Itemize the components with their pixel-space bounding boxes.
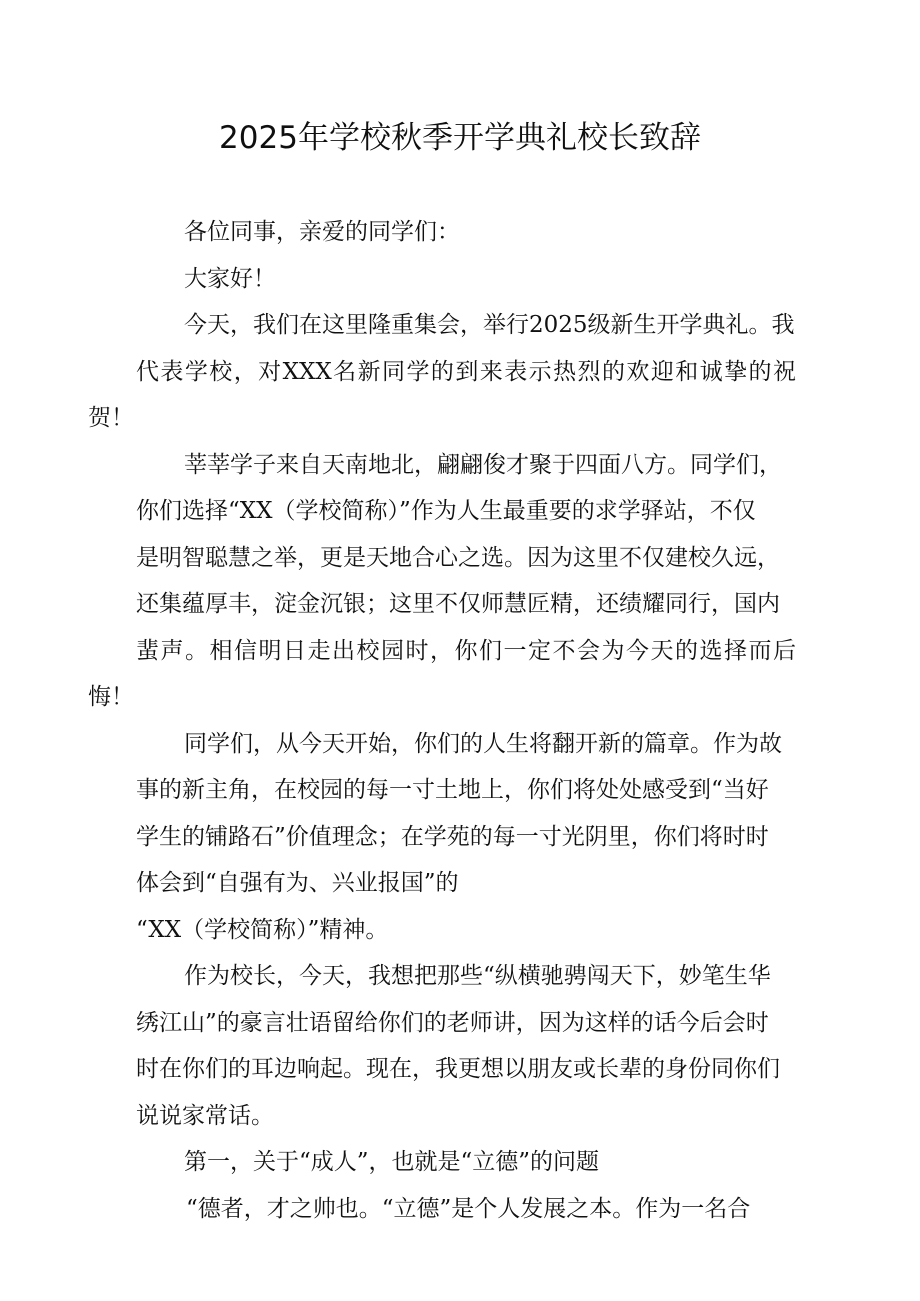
- document-title: 2025年学校秋季开学典礼校长致辞: [219, 120, 701, 156]
- paragraph-line: 事的新主角，在校园的每一寸土地上，你们将处处感受到“当好: [136, 777, 769, 803]
- paragraph-line: 蜚声。相信明日走出校园时，你们一定不会为今天的选择而后悔！: [88, 637, 796, 710]
- paragraph-as-principal: [136, 953, 796, 1139]
- paragraph-line: “XX（学校简称）”精神。: [136, 916, 389, 943]
- paragraph-line: 同学们，从今天开始，你们的人生将翻开新的篇章。作为故: [184, 730, 782, 757]
- paragraph-line: 时在你们的耳边响起。现在，我更想以朋友或长辈的身份同你们: [136, 1056, 780, 1082]
- paragraph-hello: 大家好！: [184, 265, 276, 292]
- paragraph-line: 是明智聪慧之举，更是天地合心之选。因为这里不仅建校久远，: [136, 544, 780, 571]
- paragraph-line: 今天，我们在这里隆重集会，举行2025级新生开学典礼。我: [184, 312, 795, 338]
- paragraph-new-chapter: [136, 721, 796, 954]
- paragraph-school-intro: [88, 442, 796, 721]
- section-heading-first: 第一，关于“成人”，也就是“立德”的问题: [184, 1149, 600, 1175]
- paragraph-line: 还集蕴厚丰，淀金沉银；这里不仅师慧匠精，还绩耀同行，国内: [136, 591, 780, 617]
- paragraph-line: 代表学校，对XXX名新同学的到来表示热烈的欢迎和诚挚的祝贺！: [88, 358, 796, 431]
- paragraph-line: 作为校长，今天，我想把那些“纵横驰骋闯天下，妙笔生华: [184, 963, 771, 989]
- paragraph-line: 说说家常话。: [136, 1102, 274, 1129]
- paragraph-line: 体会到“自强有为、兴业报国”的: [136, 870, 459, 896]
- paragraph-line: 莘莘学子来自天南地北，翩翩俊才聚于四面八方。同学们，: [184, 451, 782, 478]
- paragraph-line: 学生的铺路石”价值理念；在学苑的每一寸光阴里，你们将时时: [136, 823, 769, 850]
- document-body: [88, 209, 796, 1232]
- paragraph-virtue: “德者，才之帅也。“立德”是个人发展之本。作为一名合: [186, 1195, 751, 1222]
- paragraph-line: 你们选择“XX（学校简称）”作为人生最重要的求学驿站，不仅: [136, 498, 756, 524]
- paragraph-line: 绣江山”的豪言壮语留给你们的老师讲，因为这样的话今后会时: [136, 1009, 769, 1036]
- paragraph-greeting: 各位同事，亲爱的同学们：: [184, 219, 460, 245]
- paragraph-welcome: [88, 302, 796, 442]
